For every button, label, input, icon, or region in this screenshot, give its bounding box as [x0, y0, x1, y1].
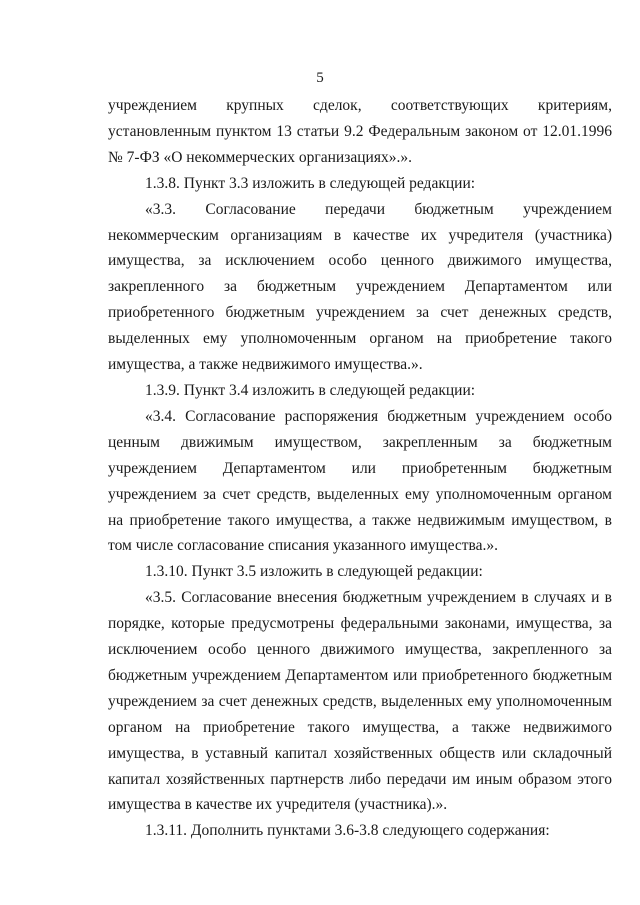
paragraph-continuation: учреждением крупных сделок, соответствующих критериям, установленным пунктом 13 статьи 9.2 Федеральным законом от 12.01.1996 № 7-ФЗ «О некоммерческих организациях».». [108, 97, 612, 166]
paragraph-3-5-text: «3.5. Согласование внесения бюджетным учреждением в случаях и в порядке, которые предусмотрены федеральными законами, имущества, за исключением особо ценного движимого имущества, закрепленного за бюджетным учреждением Департаментом или приобретенного бюджетным учреждением за счет денежных средств, выделенных ему уполномоченным органом на приобретение такого имущества, а также недвижимого имущества, в уставный капитал хозяйственных обществ или складочный капитал хозяйственных партнерств либо передачи им иным образом этого имущества в качестве их учредителя (участника).». [108, 589, 612, 814]
paragraph-1-3-10: 1.3.10. Пункт 3.5 изложить в следующей редакции: [145, 563, 483, 581]
paragraph-1-3-8: 1.3.8. Пункт 3.3 изложить в следующей редакции: [145, 174, 476, 192]
paragraph-3-4-text: «3.4. Согласование распоряжения бюджетным учреждением особо ценным движимым имуществом, закрепленным за бюджетным учреждением Департаментом или приобретенным бюджетным учреждением за счет средств, выделенных ему уполномоченным органом на приобретение такого имущества, а также недвижимым имуществом, в том числе согласование списания указанного имущества.». [108, 407, 612, 555]
paragraph-1-3-11: 1.3.11. Дополнить пунктами 3.6-3.8 следующего содержания: [145, 822, 550, 840]
paragraph-1-3-9: 1.3.9. Пункт 3.4 изложить в следующей редакции: [145, 381, 476, 399]
document-body [108, 93, 612, 844]
page-number: 5 [316, 70, 324, 86]
paragraph-3-3-text: «3.3. Согласование передачи бюджетным учреждением некоммерческим организациям в качестве их учредителя (участника) имущества, за исключением особо ценного движимого имущества, закрепленного за бюджетным учреждением Департаментом или приобретенного бюджетным учреждением за счет денежных средств, выделенных ему уполномоченным органом на приобретение такого имущества, а также недвижимого имущества.». [108, 200, 612, 374]
